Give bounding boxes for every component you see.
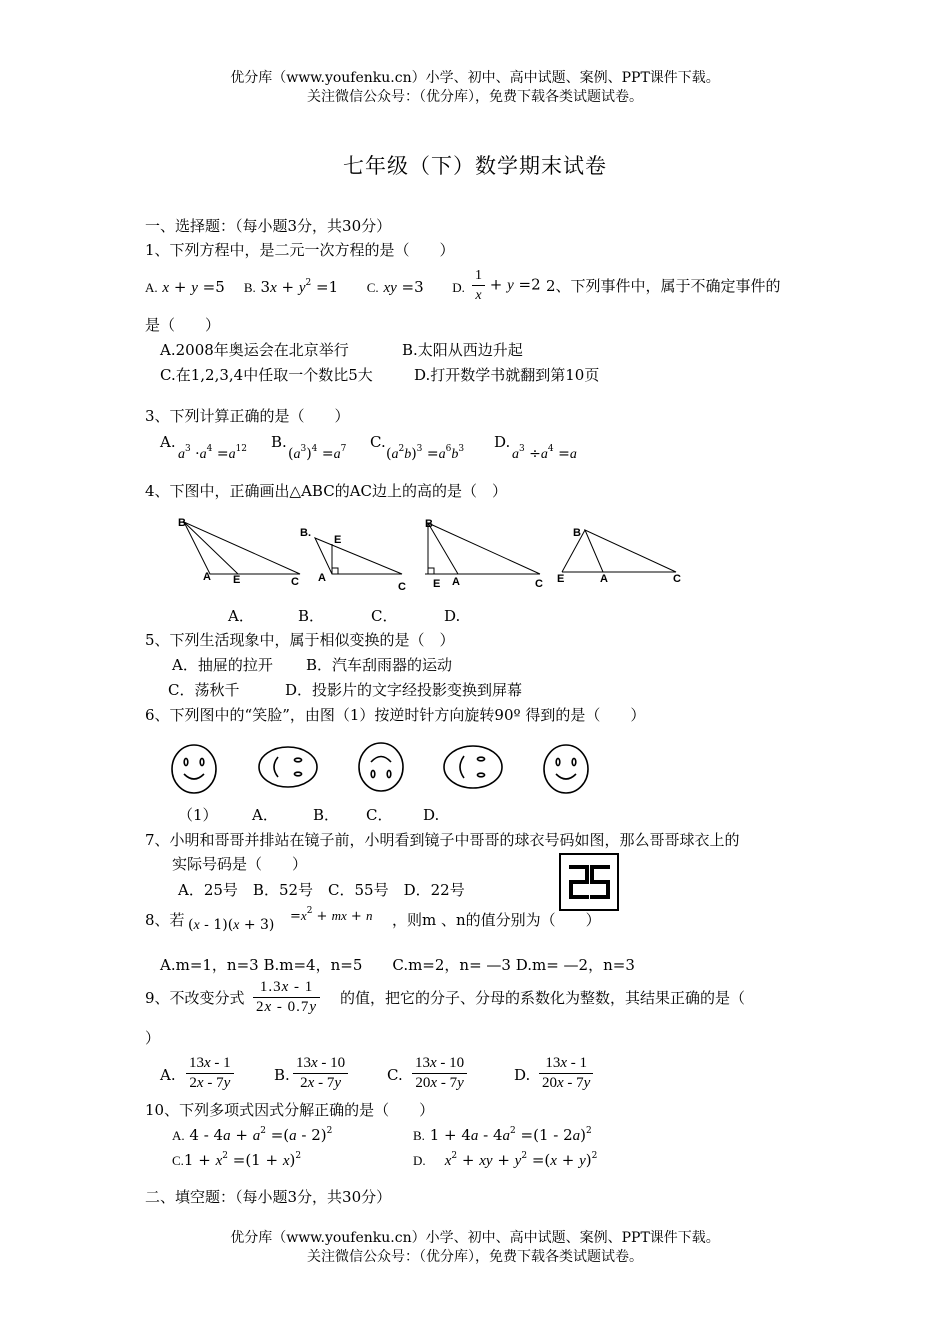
q9-close: ） — [145, 1029, 161, 1047]
q4-label-b: B． — [298, 607, 325, 625]
svg-text:B: B — [178, 517, 186, 529]
q2-option-c: C.在1,2,3,4中任取一个数比5大 — [160, 366, 373, 384]
q6-stem: 6、下列图中的“笑脸”，由图（1）按逆时针方向旋转90º 得到的是（ ） — [145, 706, 646, 724]
q9-fraction: $\frac{1.3x - 1}{2x - 0.7y}$ — [253, 978, 320, 1017]
q3-c-expr: $(a^2b)^3 =a^6b^3$ — [386, 444, 465, 462]
q1-d-expr: $\frac{1}{x}$ + y =2 — [472, 266, 541, 305]
svg-text:B: B — [425, 518, 433, 530]
q10-label-c: C. — [172, 1153, 184, 1168]
q9-label-b: B. — [274, 1066, 290, 1084]
svg-text:C: C — [291, 576, 299, 588]
q4-label-c: C． — [371, 607, 398, 625]
q3-label-d: D. — [494, 433, 511, 451]
q3-a-expr: $a^3 \cdot a^4 =a^{12}$ — [178, 444, 248, 462]
header-line-2: 关注微信公众号：（优分库），免费下载各类试题试卷。 — [307, 89, 643, 105]
q3-label-a: A. — [160, 433, 176, 451]
q6-label-b: B． — [313, 806, 340, 824]
q2-stem-end: 是（ ） — [145, 316, 221, 334]
q9-suffix: 的值，把它的分子、分母的系数化为整数，其结果正确的是（ — [340, 989, 746, 1007]
q10-stem: 10、下列多项式因式分解正确的是（ ） — [145, 1101, 435, 1119]
q8-expr-left: (x - 1)(x + 3) — [188, 917, 275, 933]
q9-a-expr: $\frac{13x - 1}{2x - 7y}$ — [186, 1054, 234, 1093]
q8-prefix: 8、若 — [145, 911, 185, 929]
q9-b-expr: $\frac{13x - 10}{2x - 7y}$ — [293, 1054, 348, 1093]
q8-expr-right: $=x^2$ + mx + n — [290, 906, 373, 924]
q7-stem-2: 实际号码是（ ） — [172, 855, 308, 873]
q9-label-d: D. — [514, 1066, 531, 1084]
svg-text:A: A — [600, 573, 608, 585]
q5-option-d: D．投影片的文字经投影变换到屏幕 — [285, 681, 523, 699]
q2-stem-start: 2、下列事件中，属于不确定事件的 — [546, 277, 781, 295]
q9-prefix: 9、不改变分式 — [145, 989, 245, 1007]
q4-label-d: D. — [444, 607, 461, 625]
q6-label-a: A． — [252, 806, 278, 824]
q7-stem: 7、小明和哥哥并排站在镜子前，小明看到镜子中哥哥的球衣号码如图，那么哥哥球衣上的 — [145, 831, 740, 849]
svg-text:C: C — [398, 581, 406, 593]
svg-text:B: B — [573, 527, 581, 539]
q9-label-a: A. — [160, 1066, 176, 1084]
q10-option-c: $C.1 + x^2 =(1 + x)^2$ — [172, 1151, 302, 1169]
svg-text:E: E — [433, 578, 441, 590]
q2-option-a: A.2008年奥运会在北京举行 — [160, 341, 349, 359]
q5-option-b: B．汽车刮雨器的运动 — [306, 656, 453, 674]
q5-option-a: A．抽屉的拉开 — [172, 656, 273, 674]
page-title: 七年级（下）数学期末试卷 — [343, 154, 607, 178]
q7-jersey-number — [561, 855, 617, 909]
q2-option-b: B.太阳从西边升起 — [402, 341, 523, 359]
q7-options: A．25号 B．52号 C．55号 D．22号 — [178, 881, 465, 899]
svg-text:C: C — [673, 573, 681, 585]
q1-label-c: C. — [366, 280, 379, 295]
q6-smiley-faces — [160, 738, 600, 800]
q9-c-expr: $\frac{13x - 10}{20x - 7y}$ — [412, 1054, 467, 1093]
q1-label-a: A. — [145, 280, 158, 295]
svg-text:E: E — [557, 573, 565, 585]
q1-options: A. x + y =5 B. $3x + y^2 =1$ C. xy =3 D. — [145, 278, 465, 296]
section-2-heading: 二、填空题：（每小题3分，共30分） — [145, 1188, 392, 1206]
q5-option-c: C．荡秋千 — [168, 681, 240, 699]
q10-option-a: A. $4 - 4a + a^2 =(a - 2)^2$ — [172, 1126, 333, 1144]
q10-option-b: B. $1 + 4a - 4a^2 =(1 - 2a)^2$ — [413, 1126, 592, 1144]
q10-option-d: D. $x^2$ + xy + $y^2 =(x + y)^2$ — [413, 1151, 598, 1169]
q4-label-a: A． — [228, 607, 254, 625]
section-1-heading: 一、选择题：（每小题3分，共30分） — [145, 217, 392, 235]
q10-label-a: A. — [172, 1128, 185, 1143]
svg-text:A: A — [203, 571, 211, 583]
q1-stem: 1、下列方程中，是二元一次方程的是（ ） — [145, 241, 455, 259]
q2-option-d: D.打开数学书就翻到第10页 — [414, 366, 600, 384]
svg-text:A: A — [318, 572, 326, 584]
q8-suffix: ，则m 、n的值分别为（ ） — [392, 911, 601, 929]
q6-label-1: （1） — [178, 806, 218, 824]
q6-label-c: C． — [366, 806, 393, 824]
svg-text:A: A — [452, 576, 460, 588]
q4-stem: 4、下图中，正确画出△ABC的AC边上的高的是（ ） — [145, 482, 508, 500]
q3-label-b: B. — [271, 433, 287, 451]
q10-label-d: D. — [413, 1153, 426, 1168]
q3-stem: 3、下列计算正确的是（ ） — [145, 407, 350, 425]
q7-jersey-box — [559, 853, 619, 911]
q3-d-expr: $a^3 \div a^4 =a$ — [512, 444, 577, 462]
q9-d-expr: $\frac{13x - 1}{20x - 7y}$ — [539, 1054, 593, 1093]
svg-text:E: E — [233, 574, 241, 586]
q9-label-c: C. — [387, 1066, 403, 1084]
q10-label-b: B. — [413, 1128, 425, 1143]
q4-triangle-figures — [170, 510, 700, 595]
header-line-1: 优分库（www.youfenku.cn）小学、初中、高中试题、案例、PPT课件下载。 — [230, 70, 720, 86]
svg-text:B.: B. — [300, 527, 311, 539]
svg-text:C: C — [535, 578, 543, 590]
q3-label-c: C. — [370, 433, 386, 451]
q6-label-d: D. — [423, 806, 440, 824]
footer-line-1: 优分库（www.youfenku.cn）小学、初中、高中试题、案例、PPT课件下载。 — [230, 1230, 720, 1246]
q1-label-d: D. — [452, 280, 465, 295]
footer-line-2: 关注微信公众号：（优分库），免费下载各类试题试卷。 — [307, 1249, 643, 1265]
q5-stem: 5、下列生活现象中，属于相似变换的是（ ） — [145, 631, 455, 649]
q8-options: A.m=1，n=3 B.m=4，n=5 C.m=2，n= —3 D.m= —2，n=3 — [160, 956, 635, 974]
svg-text:E: E — [334, 534, 342, 546]
q1-label-b: B. — [243, 280, 256, 295]
q3-b-expr: $(a^3)^4 =a^7$ — [288, 444, 347, 462]
